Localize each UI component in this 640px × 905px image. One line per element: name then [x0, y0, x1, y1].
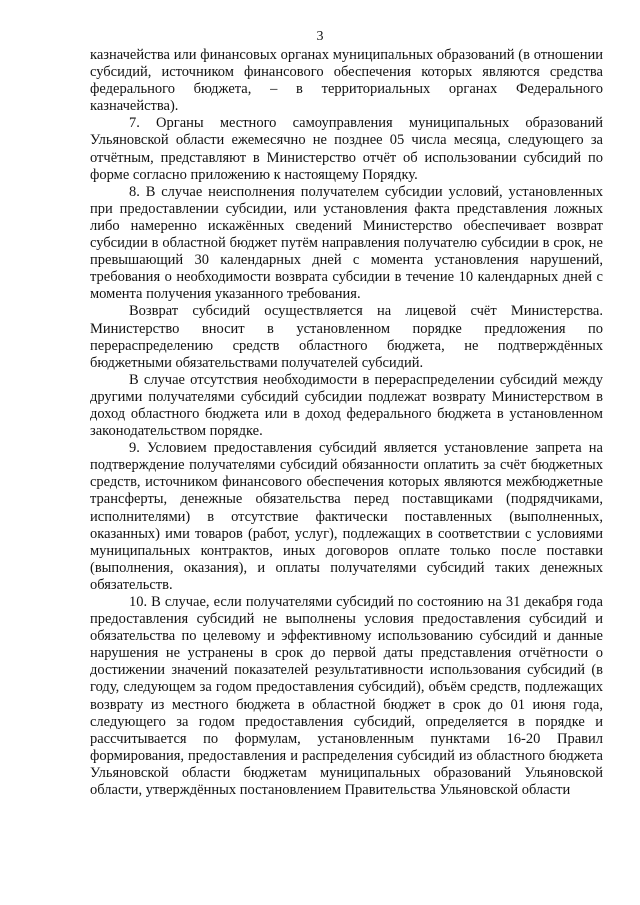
paragraph-item-8: 8. В случае неисполнения получателем субсидии условий, установленных при предоставлении субсидии, или установления факта представления ложных либо намеренно искажённых сведений Министерство обеспечивает возврат субсидии в областной бюджет путём направления получателю субсидии в срок, не превышающий 30 календарных дней с момента установления нарушений, требования о необходимости возврата субсидии в течение 10 календарных дней с момента получения указанного требования. [90, 183, 603, 303]
page-number: 3 [316, 29, 324, 44]
paragraph-item-9: 9. Условием предоставления субсидий является установление запрета на подтверждение получателями субсидий обязанности оплатить за счёт бюджетных средств, источником финансового обеспечения которых являются межбюджетные трансферты, денежные обязательства перед поставщиками (подрядчиками, исполнителями) в отсутствие фактически поставленных (выполненных, оказанных) ими товаров (работ, услуг), подлежащих в соответствии с условиями муниципальных контрактов, иных договоров оплате только после поставки (выполнения, оказания), и оплаты получателями субсидий таких денежных обязательств. [90, 440, 603, 593]
document-body [90, 47, 603, 799]
paragraph-refund-account: Возврат субсидий осуществляется на лицевой счёт Министерства. Министерство вносит в установленном порядке предложения по перераспределению средств областного бюджета, не подтверждённых бюджетными обязательствами получателей субсидий. [90, 303, 603, 371]
paragraph-item-10: 10. В случае, если получателями субсидий по состоянию на 31 декабря года предоставления субсидий не выполнены условия предоставления субсидий и обязательства по целевому и эффективному использованию субсидий и данные нарушения не устранены в срок до первой даты представления отчётности о достижении значений показателей результативности использования субсидий (в году, следующем за годом предоставления субсидий), объём средств, подлежащих возврату из местного бюджета в областной бюджет в срок до 01 июня года, следующего за годом предоставления субсидий, определяется в порядке и рассчитывается по формулам, установленным пунктами 16-20 Правил формирования, предоставления и распределения субсидий из областного бюджета Ульяновской области бюджетам муниципальных образований Ульяновской области, утверждённых постановлением Правительства Ульяновской области [90, 594, 603, 799]
paragraph-refund-budget: В случае отсутствия необходимости в перераспределении субсидий между другими получателями субсидий субсидии подлежат возврату Министерством в доход областного бюджета или в доход федерального бюджета в установленном законодательством порядке. [90, 371, 603, 440]
paragraph-item-7: 7. Органы местного самоуправления муниципальных образований Ульяновской области ежемесячно не позднее 05 числа месяца, следующего за отчётным, представляют в Министерство отчёт об использовании субсидий по форме согласно приложению к настоящему Порядку. [90, 115, 603, 183]
paragraph-continuation: казначейства или финансовых органах муниципальных образований (в отношении субсидий, источником финансового обеспечения которых являются средства федерального бюджета, – в территориальных органах Федерального казначейства). [90, 47, 603, 115]
